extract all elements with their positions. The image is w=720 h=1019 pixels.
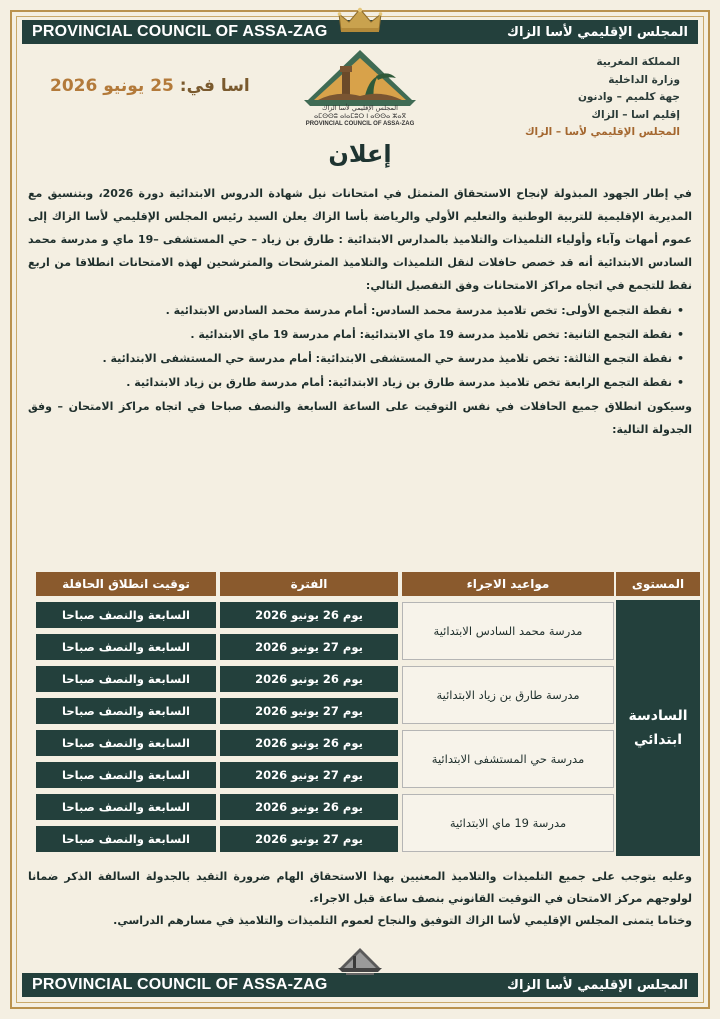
emblem-en: PROVINCIAL COUNCIL OF ASSA-ZAG	[305, 121, 415, 127]
period-cell: يوم 27 يونيو 2026	[220, 634, 398, 660]
departure-cell: السابعة والنصف صباحا	[36, 762, 216, 788]
date-value: 25 يونيو 2026	[50, 76, 174, 96]
departure-cell: السابعة والنصف صباحا	[36, 602, 216, 628]
school-cell: مدرسة طارق بن زياد الابتدائية	[402, 666, 614, 724]
departure-cell: السابعة والنصف صباحا	[36, 634, 216, 660]
header-level: المستوى	[616, 572, 700, 596]
council-emblem-icon	[336, 944, 384, 978]
school-cell: مدرسة محمد السادس الابتدائية	[402, 602, 614, 660]
admin-line: إقليم اسا – الزاك	[591, 108, 680, 121]
departure-cell: السابعة والنصف صباحا	[36, 730, 216, 756]
header-period: الفترة	[220, 572, 398, 596]
date-prefix: اسا في:	[179, 76, 250, 96]
period-cell: يوم 26 يونيو 2026	[220, 602, 398, 628]
departure-cell: السابعة والنصف صباحا	[36, 698, 216, 724]
crown-icon	[337, 6, 383, 34]
emblem-caption	[286, 104, 434, 128]
administrative-header	[525, 54, 680, 142]
footer-ar-title: المجلس الإقليمي لأسا الزاك	[507, 977, 688, 993]
departure-paragraph: وسيكون انطلاق جميع الحافلات في نفس التوقيت على الساعة السابعة والنصف صباحا في اتجاه مراكز الامتحان – وفق الجدولة التالية:	[28, 400, 692, 436]
list-item: • نقطة التجمع الثالثة: تخص تلاميذ مدرسة حي المستشفى الابتدائية: أمام مدرسة حي المستشفى الابتدائية .	[28, 347, 682, 371]
announcement-body	[28, 182, 692, 441]
closing-text	[28, 866, 692, 932]
footer-en-title: PROVINCIAL COUNCIL OF ASSA-ZAG	[32, 976, 328, 993]
period-cell: يوم 27 يونيو 2026	[220, 698, 398, 724]
level-line: السادسة	[628, 708, 688, 724]
period-cell: يوم 26 يونيو 2026	[220, 666, 398, 692]
emblem-ar: المجلس الإقليمي لأسا الزاك	[322, 104, 398, 112]
school-cell: مدرسة حي المستشفى الابتدائية	[402, 730, 614, 788]
period-cell: يوم 26 يونيو 2026	[220, 730, 398, 756]
admin-line: المملكة المغربية	[596, 56, 680, 68]
list-item: • نقطة التجمع الأولى: تخص تلاميذ مدرسة محمد السادس: أمام مدرسة محمد السادس الابتدائية .	[28, 299, 682, 323]
admin-line: جهة كلميم – وادنون	[577, 91, 680, 103]
schedule-table	[36, 572, 700, 858]
period-cell: يوم 27 يونيو 2026	[220, 826, 398, 852]
header-en-title: PROVINCIAL COUNCIL OF ASSA-ZAG	[32, 23, 328, 40]
closing-paragraph: وعليه يتوجب على جميع التلميذات والتلاميذ المعنيين بهذا الاستحقاق الهام ضرورة التقيد بالجدولة السالفة الذكر ضمانا لولوجهم مركز الامتحان في التوقيت القانوني بنصف ساعة قبل الاجراء.	[28, 870, 692, 905]
page-title: إعلان	[328, 140, 392, 168]
level-line: ابتدائي	[633, 732, 683, 748]
admin-line: المجلس الإقليمي لأسا – الزاك	[524, 126, 680, 138]
list-item: • نقطة التجمع الرابعة تخص تلاميذ مدرسة طارق بن زياد الابتدائية: أمام مدرسة طارق بن زياد الابتدائية .	[28, 371, 682, 395]
header-departure: توقيت انطلاق الحافلة	[36, 572, 216, 596]
assembly-points-list	[28, 299, 692, 395]
level-cell	[616, 600, 700, 856]
departure-cell: السابعة والنصف صباحا	[36, 826, 216, 852]
emblem-tifinagh: ⴰⵎⵙⵙⵓ ⴰⵏⴰⵎⵓⵔ ⵏ ⴰⵙⵙⴰ ⵣⴰⴳ	[313, 112, 406, 120]
header-schedule: مواعيد الاجراء	[402, 572, 614, 596]
admin-line: وزارة الداخلية	[608, 73, 680, 86]
period-cell: يوم 27 يونيو 2026	[220, 762, 398, 788]
list-item: • نقطة التجمع الثانية: تخص تلاميذ مدرسة 19 ماي الابتدائية: أمام مدرسة 19 ماي الابتدائية .	[28, 323, 682, 347]
school-cell: مدرسة 19 ماي الابتدائية	[402, 794, 614, 852]
intro-paragraph: في إطار الجهود المبذولة لإنجاح الاستحقاق المتمثل في امتحانات نيل شهادة الدروس الابتدائية دورة 2026، وبتنسيق مع المديرية الإقليمية للتربية الوطنية والتعليم الأولي والرياضة بأسا الزاك يعلن السيد رئيس المجلس الإقليمي لأسا الزاك إلى عموم أمهات وآباء وأولياء التلميذات والتلاميذ بالمدارس الابتدائية : طارق بن زياد – حي المستشفى –19 ماي و مدرسة محمد السادس الابتدائية أنه قد خصص حافلات لنقل التلميذات والتلاميذ المترشحات والمترشحين لهذه الامتحانات انطلاقا من اربع نقط للتجمع في اتجاه مراكز الامتحانات وفق التفصيل التالي:	[28, 187, 692, 292]
departure-cell: السابعة والنصف صباحا	[36, 794, 216, 820]
period-cell: يوم 26 يونيو 2026	[220, 794, 398, 820]
departure-cell: السابعة والنصف صباحا	[36, 666, 216, 692]
announcement-date	[50, 76, 250, 96]
closing-paragraph: وختاما يتمنى المجلس الإقليمي لأسا الزاك التوفيق والنجاح لعموم التلميذات والتلاميذ في مسارهم الدراسي.	[113, 914, 692, 927]
header-ar-title: المجلس الإقليمي لأسا الزاك	[507, 24, 688, 40]
